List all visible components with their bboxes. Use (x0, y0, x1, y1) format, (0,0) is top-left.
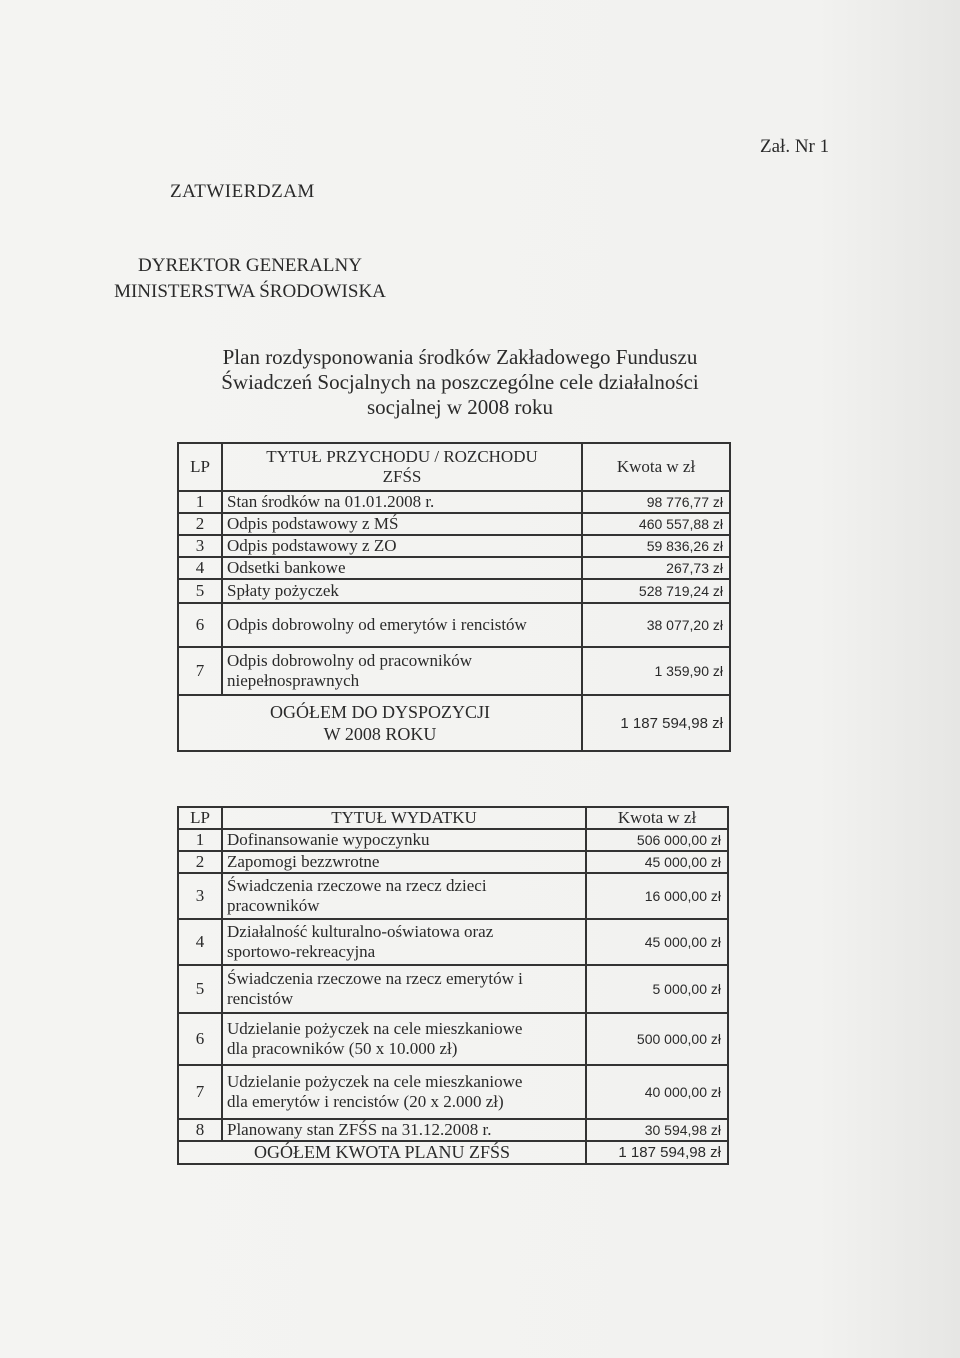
table-row (178, 579, 730, 603)
total-label-line2: W 2008 ROKU (323, 724, 437, 744)
table-row (178, 603, 730, 647)
row-title-line1: Udzielanie pożyczek na cele mieszkaniowe (227, 1019, 523, 1038)
ministry-name: MINISTERSTWA ŚRODOWISKA (114, 281, 386, 302)
plan-title-line3: socjalnej w 2008 roku (366, 395, 554, 419)
plan-title-line1: Plan rozdysponowania środków Zakładowego Funduszu (222, 345, 698, 369)
table-row (178, 491, 730, 513)
total-label-line1: OGÓŁEM DO DYSPOZYCJI (269, 702, 490, 722)
table-row (178, 851, 728, 873)
row-amount: 16 000,00 zł (586, 873, 728, 919)
row-lp: 8 (178, 1119, 222, 1141)
income-header-title-line1: TYTUŁ PRZYCHODU / ROZCHODU (266, 447, 538, 466)
director-block (0, 253, 500, 305)
row-amount: 45 000,00 zł (586, 919, 728, 965)
row-amount: 528 719,24 zł (582, 579, 730, 603)
expense-header-amount: Kwota w zł (586, 807, 728, 829)
income-header-title (222, 443, 582, 491)
table-row (178, 647, 730, 695)
plan-title-line2: Świadczeń Socjalnych na poszczególne cele działalności (221, 370, 699, 394)
row-amount: 59 836,26 zł (582, 535, 730, 557)
row-title-line1: Działalność kulturalno-oświatowa oraz (227, 922, 494, 941)
row-title: Odpis podstawowy z MŚ (222, 513, 582, 535)
row-title: Dofinansowanie wypoczynku (222, 829, 586, 851)
row-title-line1: Świadczenia rzeczowe na rzecz dzieci (227, 876, 487, 895)
row-lp: 7 (178, 647, 222, 695)
plan-title (190, 345, 730, 420)
row-title-line2: sportowo-rekreacyjna (227, 942, 376, 961)
row-amount: 460 557,88 zł (582, 513, 730, 535)
director-title: DYREKTOR GENERALNY (138, 255, 362, 276)
row-amount: 40 000,00 zł (586, 1065, 728, 1119)
row-amount: 45 000,00 zł (586, 851, 728, 873)
expense-header-title: TYTUŁ WYDATKU (222, 807, 586, 829)
income-header-amount: Kwota w zł (582, 443, 730, 491)
row-title-line2: dla pracowników (50 x 10.000 zł) (227, 1039, 458, 1058)
row-amount: 5 000,00 zł (586, 965, 728, 1013)
row-lp: 3 (178, 873, 222, 919)
total-label: OGÓŁEM KWOTA PLANU ZFŚS (178, 1141, 586, 1164)
total-row (178, 695, 730, 751)
row-title-line1: Świadczenia rzeczowe na rzecz emerytów i (227, 969, 523, 988)
row-title: Odsetki bankowe (222, 557, 582, 579)
table-row (178, 1065, 728, 1119)
row-lp: 4 (178, 557, 222, 579)
table-row (178, 1013, 728, 1065)
row-title (222, 873, 586, 919)
row-lp: 4 (178, 919, 222, 965)
income-table (177, 442, 731, 752)
row-lp: 2 (178, 851, 222, 873)
row-amount: 500 000,00 zł (586, 1013, 728, 1065)
table-row (178, 557, 730, 579)
row-title-line2: rencistów (227, 989, 294, 1008)
table-row (178, 965, 728, 1013)
total-row (178, 1141, 728, 1164)
row-lp: 1 (178, 829, 222, 851)
row-lp: 5 (178, 965, 222, 1013)
row-title-line1: Udzielanie pożyczek na cele mieszkaniowe (227, 1072, 523, 1091)
row-amount: 98 776,77 zł (582, 491, 730, 513)
attachment-label: Zał. Nr 1 (760, 136, 830, 157)
income-header-title-line2: ZFŚS (382, 467, 422, 486)
income-header-lp: LP (178, 443, 222, 491)
expense-header-lp: LP (178, 807, 222, 829)
row-title: Odpis podstawowy z ZO (222, 535, 582, 557)
row-title (222, 919, 586, 965)
row-lp: 5 (178, 579, 222, 603)
approval-label: ZATWIERDZAM (170, 181, 315, 202)
row-title (222, 1065, 586, 1119)
total-label (178, 695, 582, 751)
table-row (178, 513, 730, 535)
expense-header-row (178, 807, 728, 829)
table-row (178, 829, 728, 851)
table-row (178, 1119, 728, 1141)
row-title (222, 647, 582, 695)
row-title: Zapomogi bezzwrotne (222, 851, 586, 873)
expense-table (177, 806, 729, 1165)
row-amount: 38 077,20 zł (582, 603, 730, 647)
row-title (222, 965, 586, 1013)
row-title: Spłaty pożyczek (222, 579, 582, 603)
row-lp: 7 (178, 1065, 222, 1119)
row-title: Stan środków na 01.01.2008 r. (222, 491, 582, 513)
row-lp: 2 (178, 513, 222, 535)
row-title (222, 1013, 586, 1065)
row-amount: 506 000,00 zł (586, 829, 728, 851)
row-lp: 1 (178, 491, 222, 513)
row-lp: 6 (178, 1013, 222, 1065)
table-row (178, 535, 730, 557)
row-amount: 1 359,90 zł (582, 647, 730, 695)
income-header-row (178, 443, 730, 491)
row-amount: 30 594,98 zł (586, 1119, 728, 1141)
total-amount: 1 187 594,98 zł (586, 1141, 728, 1164)
table-row (178, 873, 728, 919)
row-lp: 6 (178, 603, 222, 647)
row-title-line2: dla emerytów i rencistów (20 x 2.000 zł) (227, 1092, 504, 1111)
row-title: Planowany stan ZFŚS na 31.12.2008 r. (222, 1119, 586, 1141)
row-title-line2: niepełnosprawnych (227, 671, 360, 690)
table-row (178, 919, 728, 965)
row-title: Odpis dobrowolny od emerytów i rencistów (222, 603, 582, 647)
row-title-line1: Odpis dobrowolny od pracowników (227, 651, 473, 670)
row-title-line2: pracowników (227, 896, 320, 915)
row-lp: 3 (178, 535, 222, 557)
total-amount: 1 187 594,98 zł (582, 695, 730, 751)
row-amount: 267,73 zł (582, 557, 730, 579)
